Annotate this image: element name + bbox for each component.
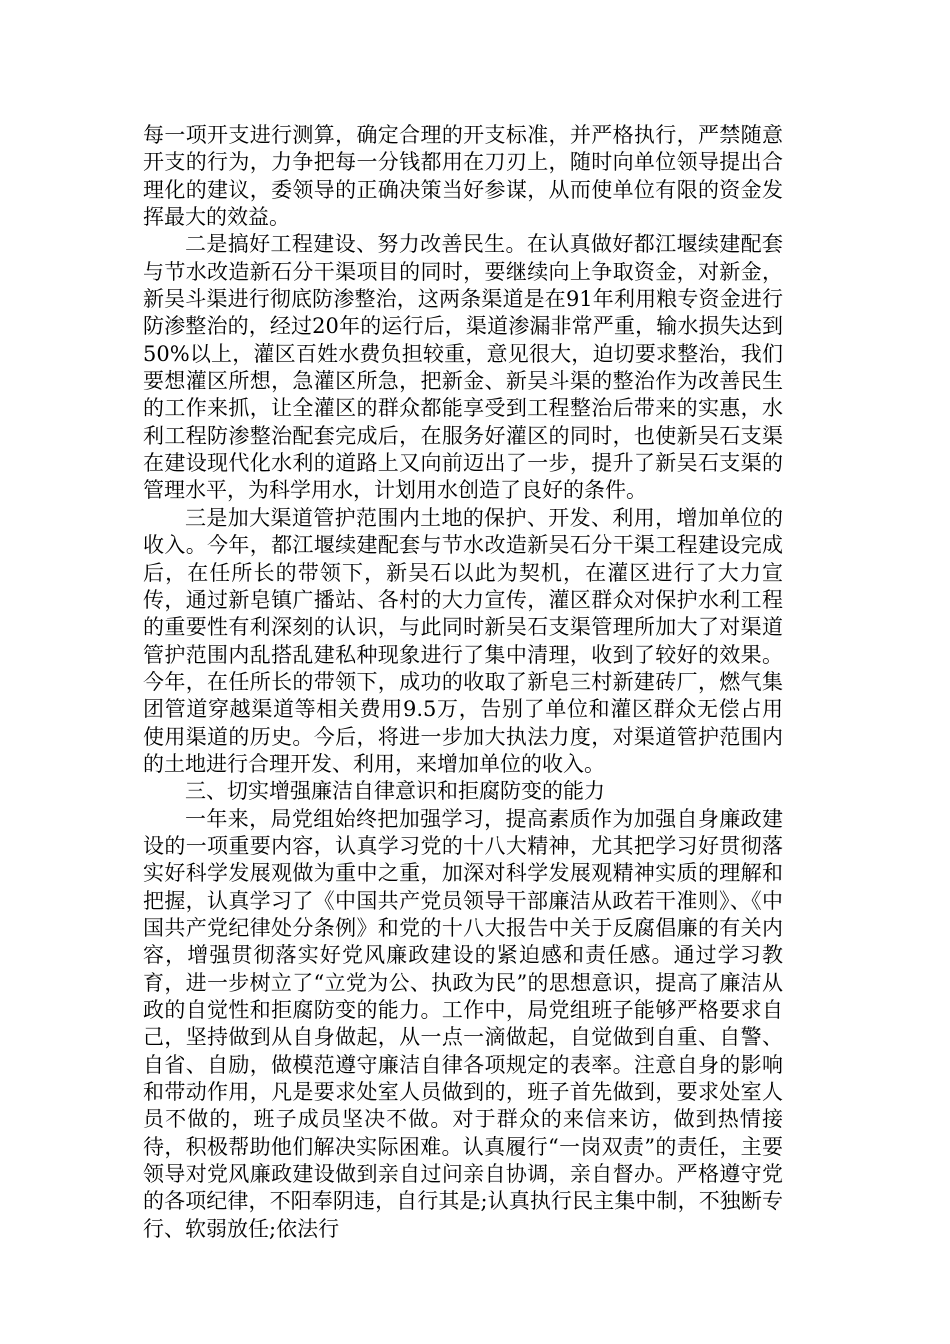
paragraph-party-integrity: 一年来，局党组始终把加强学习，提高素质作为加强自身廉政建设的一项重要内容，认真学习党的十八大精神，尤其把学习好贯彻落实好科学发展观做为重中之重，加深对科学发展观精神实质的理解和把握，认真学习了《中国共产党员领导干部廉洁从政若干准则》、《中国共产党纪律处分条例》和党的十八大报告中关于反腐倡廉的有关内容，增强贯彻落实好党风廉政建设的紧迫感和责任感。通过学习教育，进一步树立了“立党为公、执政为民”的思想意识，提高了廉洁从政的自觉性和拒腐防变的能力。工作中，局党组班子能够严格要求自己，坚持做到从自身做起，从一点一滴做起，自觉做到自重、自警、自省、自励，做模范遵守廉洁自律各项规定的表率。注意自身的影响和带动作用，凡是要求处室人员做到的，班子首先做到，要求处室人员不做的，班子成员坚决不做。对于群众的来信来访，做到热情接待，积极帮助他们解决实际困难。认真履行“一岗双责”的责任，主要领导对党风廉政建设做到亲自过问亲自协调，亲自督办。严格遵守党的各项纪律，不阳奉阴违，自行其是;认真执行民主集中制，不独断专行、软弱放任;依法行 <box>143 806 783 1241</box>
paragraph-engineering-livelihood: 二是搞好工程建设、努力改善民生。在认真做好都江堰续建配套与节水改造新石分干渠项目的同时，要继续向上争取资金，对新金，新吴斗渠进行彻底防渗整治，这两条渠道是在91年利用粮专资金进行防渗整治的，经过20年的运行后，渠道渗漏非常严重，输水损失达到50%以上，灌区百姓水费负担较重，意见很大，迫切要求整治，我们要想灌区所想，急灌区所急，把新金、新吴斗渠的整治作为改善民生的工作来抓，让全灌区的群众都能享受到工程整治后带来的实惠，水利工程防渗整治配套完成后，在服务好灌区的同时，也使新吴石支渠在建设现代化水利的道路上又向前迈出了一步，提升了新吴石支渠的管理水平，为科学用水，计划用水创造了良好的条件。 <box>143 232 783 503</box>
document-body <box>143 122 783 1243</box>
paragraph-land-protection: 三是加大渠道管护范围内土地的保护、开发、利用，增加单位的收入。今年，都江堰续建配套与节水改造新吴石分干渠工程建设完成后，在任所长的带领下，新吴石以此为契机，在灌区进行了大力宣传，通过新皂镇广播站、各村的大力宣传，灌区群众对保护水利工程的重要性有利深刻的认识，与此同时新吴石支渠管理所加大了对渠道管护范围内乱搭乱建私种现象进行了集中清理，收到了较好的效果。今年，在任所长的带领下，成功的收取了新皂三村新建砖厂，燃气集团管道穿越渠道等相关费用9.5万，告别了单位和灌区群众无偿占用使用渠道的历史。今后，将进一步加大执法力度，对渠道管护范围内的土地进行合理开发、利用，来增加单位的收入。 <box>143 505 783 776</box>
paragraph-expense-control: 每一项开支进行测算，确定合理的开支标准，并严格执行，严禁随意开支的行为，力争把每一分钱都用在刀刃上，随时向单位领导提出合理化的建议，委领导的正确决策当好参谋，从而使单位有限的资金发挥最大的效益。 <box>143 123 783 230</box>
section-heading-integrity: 三、切实增强廉洁自律意识和拒腐防变的能力 <box>185 779 605 804</box>
